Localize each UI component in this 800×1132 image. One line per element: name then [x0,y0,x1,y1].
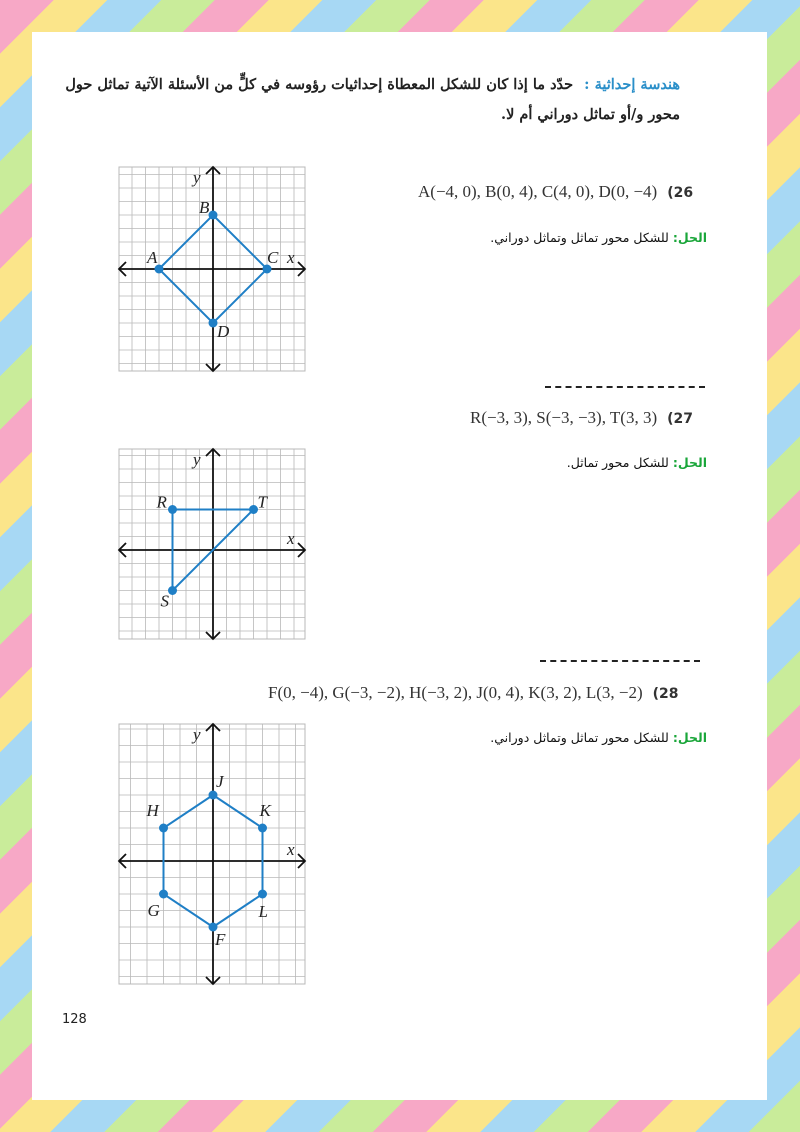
vertex-label-R: R [156,492,167,512]
vertex-label-J: J [216,772,224,791]
y-axis-label: y [193,450,201,469]
x-axis-label: x [287,248,295,267]
vertex-label-C: C [267,248,279,267]
x-axis-label: x [287,840,295,859]
problem-28-statement: F(0, −4), G(−3, −2), H(−3, 2), J(0, 4), K(3, 2), L(3, −2) (28 [268,683,679,702]
vertex-label-L: L [258,902,268,921]
instructions-text: حدّد ما إذا كان للشكل المعطاة إحداثيات رؤوسه في كلٍّ من الأسئلة الآتية تماثل حول محور و/أو تماثل دوراني أم لا. [65,76,680,123]
problem-26-solution: الحل:للشكل محور تماثل وتماثل دوراني. [490,230,707,245]
vertex-label-T: T [257,492,267,512]
problem-26-statement: A(−4, 0), B(0, 4), C(4, 0), D(0, −4) (26 [418,182,694,201]
vertex-point-H [159,824,168,833]
vertex-point-K [258,824,267,833]
separator-line [545,386,705,388]
vertex-point-L [258,890,267,899]
graph-problem-27 [117,447,309,642]
vertex-label-B: B [199,198,210,217]
grid [119,724,305,984]
problem-27-statement: R(−3, 3), S(−3, −3), T(3, 3) (27 [470,408,693,427]
instructions [60,70,680,130]
vertex-label-D: D [217,322,230,341]
vertex-point-G [159,890,168,899]
problem-27-solution: الحل:للشكل محور تماثل. [566,455,707,470]
vertex-point-J [209,791,218,800]
vertex-point-S [168,586,177,595]
x-axis-label: x [287,529,295,548]
y-axis-label: y [193,725,201,744]
vertex-label-G: G [147,901,160,920]
vertex-point-R [168,505,177,514]
page-number: 128 [62,1012,87,1027]
graph-problem-26 [117,165,309,375]
vertex-label-F: F [215,930,226,949]
y-axis-label: y [193,168,201,187]
problem-28-solution: الحل:للشكل محور تماثل وتماثل دوراني. [490,730,707,745]
vertex-label-K: K [259,801,271,820]
vertex-label-S: S [160,591,169,611]
separator-line [540,660,700,662]
grid [119,449,305,639]
vertex-label-H: H [146,801,159,820]
topic-label: هندسة إحداثية : [584,76,680,93]
graph-problem-28 [117,722,309,987]
vertex-label-A: A [147,248,158,267]
vertex-point-B [209,211,218,220]
